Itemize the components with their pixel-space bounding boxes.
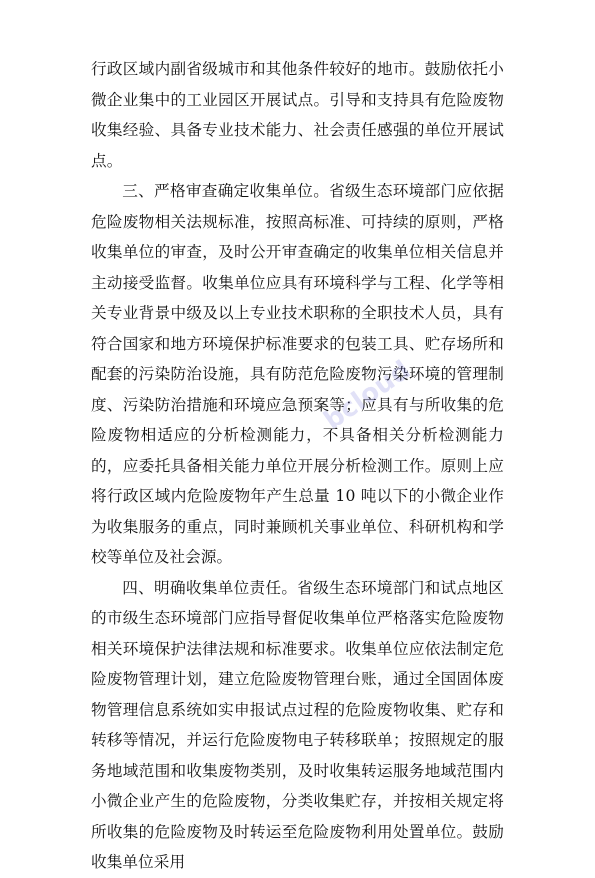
watermark: bcloud [318, 355, 417, 437]
paragraph-3: 四、明确收集单位责任。省级生态环境部门和试点地区的市级生态环境部门应指导督促收集单位严格落实危险废物相关环境保护法律法规和标准要求。收集单位应依法制定危险废物管理计划，建立危险废物管理台账，通过全国固体废物管理信息系统如实申报试点过程的危险废物收集、贮存和转移等情况，并运行危险废物电子转移联单；按照规定的服务地域范围和收集废物类别，及时收集转运服务地域范围内小微企业产生的危险废物，分类收集贮存，并按相关规定将所收集的危险废物及时转运至危险废物利用处置单位。鼓励收集单位采用 [91, 578, 504, 871]
document-body [91, 54, 504, 878]
paragraph-1: 行政区域内副省级城市和其他条件较好的地市。鼓励依托小微企业集中的工业园区开展试点。引导和支持具有危险废物收集经验、具备专业技术能力、社会责任感强的单位开展试点。 [91, 60, 504, 170]
paragraph-2: 三、严格审查确定收集单位。省级生态环境部门应依据危险废物相关法规标准，按照高标准、可持续的原则，严格收集单位的审查，及时公开审查确定的收集单位相关信息并主动接受监督。收集单位应具有环境科学与工程、化学等相关专业背景中级及以上专业技术职称的全职技术人员，具有符合国家和地方环境保护标准要求的包装工具、贮存场所和配套的污染防治设施，具有防范危险废物污染环境的管理制度、污染防治措施和环境应急预案等；应具有与所收集的危险废物相适应的分析检测能力，不具备相关分析检测能力的，应委托具备相关能力单位开展分析检测工作。原则上应将行政区域内危险废物年产生总量 10 吨以下的小微企业作为收集服务的重点，同时兼顾机关事业单位、科研机构和学校等单位及社会源。 [91, 182, 504, 566]
